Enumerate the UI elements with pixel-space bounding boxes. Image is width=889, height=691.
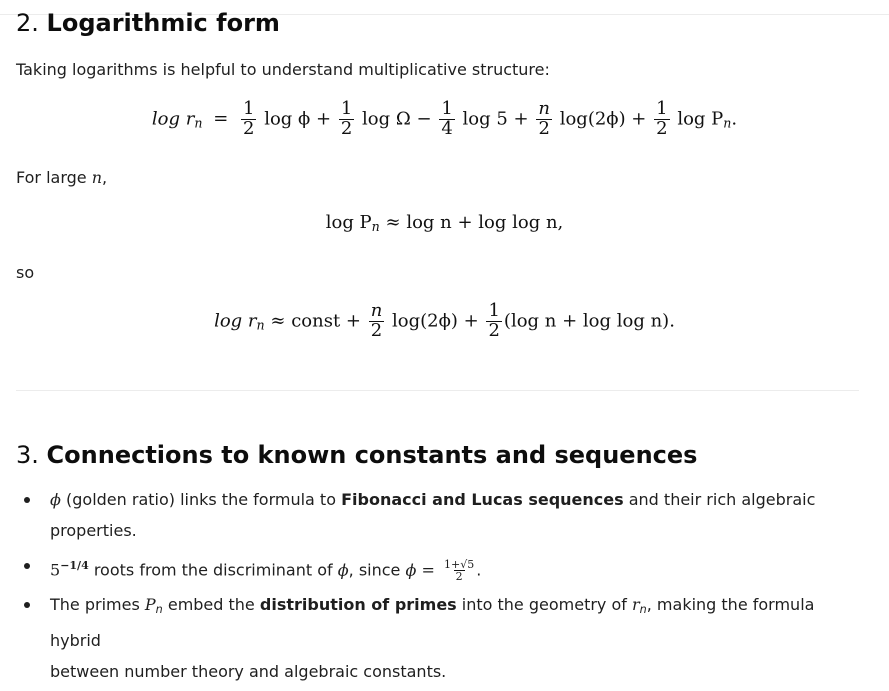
bullet2-phi-eq: ϕ = (405, 560, 435, 580)
eq3-frac-1: $\frac{n}{2}$ (370, 300, 383, 341)
bullet3-pn-sub: n (155, 603, 163, 617)
eq1-frac-2: $\frac{1}{2}$ (340, 98, 353, 139)
bullet-dot (24, 563, 30, 569)
list-item (16, 589, 866, 687)
bullet3-pn: P (144, 595, 156, 615)
equation-log-rn-approx (0, 302, 889, 341)
bullet2-text-a: roots from the discriminant of (93, 560, 333, 580)
eq1-term-1: log ϕ + (264, 108, 332, 130)
section-2-heading (16, 8, 280, 38)
eq1-term-4: log(2ϕ) + (559, 108, 647, 130)
eq3-frac-2: $\frac{1}{2}$ (488, 300, 500, 341)
eq1-lhs-sub: n (194, 115, 203, 131)
bullet2-text-b: , since (348, 560, 401, 580)
bullet3-text-c: into the geometry of (461, 595, 627, 615)
list-item (16, 484, 866, 546)
for-large-n (16, 167, 107, 189)
so-text: so (16, 263, 35, 282)
eq1-equals: = (213, 108, 229, 130)
eq1-term-3: log 5 + (462, 108, 529, 130)
eq3-term-2: (log n + log log n). (503, 310, 675, 332)
bullet3-rn-sub: n (639, 603, 647, 617)
equation-log-pn (0, 212, 889, 234)
eq2-lhs-sub: n (371, 219, 380, 235)
section-3-title: Connections to known constants and sequences (46, 441, 698, 469)
bullet-dot (24, 602, 30, 608)
eq3-lhs: log r (214, 310, 257, 332)
eq2-rhs: ≈ log n + log log n, (385, 212, 564, 233)
connections-list (16, 484, 866, 691)
section-3-number: 3. (16, 441, 39, 469)
section-divider (16, 390, 859, 391)
for-large-text: For large (16, 168, 87, 187)
bullet3-text-d: , making the formula hybrid (50, 595, 815, 651)
bullet3-text-e: between number theory and algebraic constants. (50, 662, 447, 682)
for-large-comma: , (102, 168, 108, 187)
n-variable: n (91, 168, 103, 187)
bullet-dot (24, 497, 30, 503)
eq2-lhs: log P (325, 212, 372, 233)
eq1-term-5-sub: n (723, 115, 732, 131)
bullet2-base: 5 (50, 560, 61, 580)
phi-symbol: ϕ (50, 490, 61, 509)
bullet3-rn: r (632, 595, 640, 615)
section-2-title: Logarithmic form (46, 9, 280, 37)
eq1-term-5: log P (677, 108, 724, 130)
bullet3-bold: distribution of primes (259, 595, 457, 615)
eq1-frac-5: $\frac{1}{2}$ (656, 98, 668, 139)
eq1-frac-4: $\frac{n}{2}$ (538, 98, 550, 139)
bullet1-text-b: and their rich algebraic (628, 490, 816, 509)
eq3-term-1: log(2ϕ) + (392, 310, 479, 332)
bullet1-bold: Fibonacci and Lucas sequences (341, 490, 624, 509)
eq1-term-2: log Ω − (362, 108, 432, 130)
eq1-frac-1: $\frac{1}{2}$ (243, 98, 255, 139)
golden-ratio-fraction: $\frac{1+√5}{2}$ (443, 557, 475, 584)
eq1-lhs: log r (151, 108, 195, 130)
bullet3-text-b: embed the (167, 595, 255, 615)
bullet2-exponent: −1/4 (60, 559, 89, 572)
section-2-intro: Taking logarithms is helpful to understand multiplicative structure: (16, 60, 550, 79)
bullet1-text-a: (golden ratio) links the formula to (66, 490, 336, 509)
bullet2-period: . (476, 560, 482, 580)
eq3-lhs-sub: n (256, 317, 265, 333)
eq1-frac-3: $\frac{1}{4}$ (441, 98, 453, 139)
equation-log-rn (0, 100, 889, 139)
list-item (16, 550, 866, 585)
bullet1-text-c: properties. (50, 521, 137, 540)
phi-symbol: ϕ (337, 560, 349, 580)
section-3-heading (16, 440, 697, 470)
bullet3-text-a: The primes (50, 595, 140, 615)
eq3-mid: ≈ const + (270, 310, 361, 332)
section-2-number: 2. (16, 9, 39, 37)
eq1-end: . (731, 108, 738, 130)
